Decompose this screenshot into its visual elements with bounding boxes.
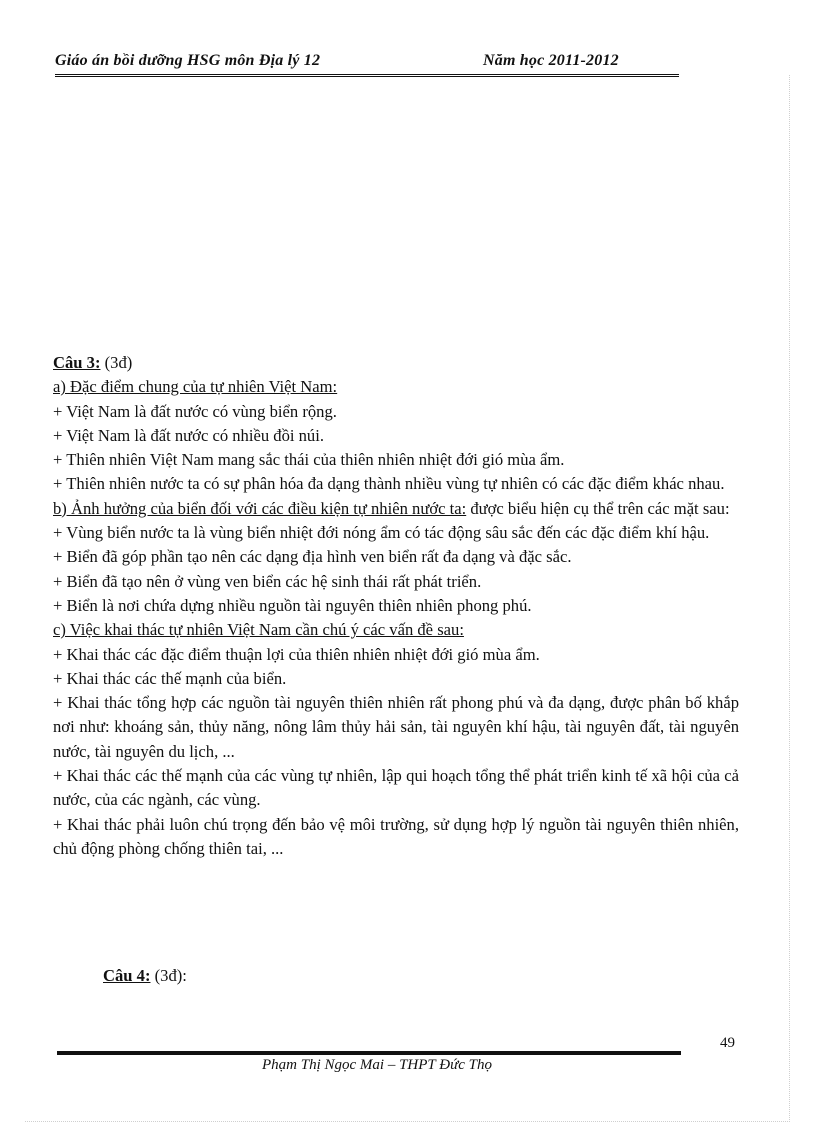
header-title: Giáo án bồi dưỡng HSG môn Địa lý 12 — [55, 52, 321, 69]
section-c-item: + Khai thác các thế mạnh của biển. — [53, 668, 287, 688]
section-b-item: + Biển đã góp phần tạo nên các dạng địa hình ven biển rất đa dạng và đặc sắc. — [53, 547, 572, 567]
section-c-item: + Khai thác tổng hợp các nguồn tài nguyên thiên nhiên rất phong phú và đa dạng, được phân bố khắp nơi như: khoáng sản, thủy năng, nông lâm thủy hải sản, tài nguyên khí hậu, tài nguyên đất, tài nguyên nước, tài nguyên du lịch, ... — [53, 693, 739, 761]
question-3-label: Câu 3: — [53, 353, 101, 372]
section-a-heading: a) Đặc điểm chung của tự nhiên Việt Nam: — [53, 377, 338, 397]
question-3-points: (3đ) — [104, 353, 133, 372]
section-c-item: + Khai thác các thế mạnh của các vùng tự nhiên, lập qui hoạch tổng thể phát triển kinh tế xã hội của cả nước, của các ngành, các vùng. — [53, 766, 739, 810]
section-c-item: + Khai thác phải luôn chú trọng đến bảo vệ môi trường, sử dụng hợp lý nguồn tài nguyên thiên nhiên, chủ động phòng chống thiên tai, ... — [53, 814, 739, 858]
section-c-heading: c) Việc khai thác tự nhiên Việt Nam cần chú ý các vấn đề sau: — [53, 620, 464, 640]
section-a-item: + Việt Nam là đất nước có vùng biển rộng. — [53, 401, 337, 421]
header-school-year: Năm học 2011-2012 — [483, 52, 619, 69]
section-b-item: + Biển đã tạo nên ở vùng ven biển các hệ sinh thái rất phát triển. — [53, 571, 482, 591]
document-body — [53, 351, 739, 861]
page-border-bottom — [25, 1121, 790, 1122]
section-c-item: + Khai thác các đặc điểm thuận lợi của thiên nhiên nhiệt đới gió mùa ẩm. — [53, 644, 540, 664]
page-number: 49 — [720, 1035, 735, 1051]
section-b-item: + Biển là nơi chứa dựng nhiều nguồn tài nguyên thiên nhiên phong phú. — [53, 595, 532, 615]
question-4-label: Câu 4: — [103, 966, 151, 985]
question-3-title — [53, 351, 739, 375]
section-b-intro: được biểu hiện cụ thể trên các mặt sau: — [466, 498, 730, 518]
page-header — [55, 50, 679, 77]
section-b-paragraph — [53, 497, 739, 521]
page-footer: Phạm Thị Ngọc Mai – THPT Đức Thọ — [262, 1057, 493, 1073]
section-a-item: + Thiên nhiên nước ta có sự phân hóa đa dạng thành nhiều vùng tự nhiên có các đặc điểm khác nhau. — [53, 474, 725, 494]
section-b-heading: b) Ảnh hưởng của biển đối với các điều kiện tự nhiên nước ta: — [53, 498, 467, 518]
section-a-item: + Việt Nam là đất nước có nhiều đồi núi. — [53, 425, 324, 445]
section-a-item: + Thiên nhiên Việt Nam mang sắc thái của thiên nhiên nhiệt đới gió mùa ẩm. — [53, 450, 565, 470]
section-b-item: + Vùng biển nước ta là vùng biển nhiệt đới nóng ẩm có tác động sâu sắc đến các đặc điểm khí hậu. — [53, 523, 710, 543]
page-border-right — [789, 75, 790, 1120]
footer-divider — [57, 1051, 681, 1055]
question-4-title — [103, 964, 187, 988]
question-4-points: (3đ): — [154, 966, 187, 985]
